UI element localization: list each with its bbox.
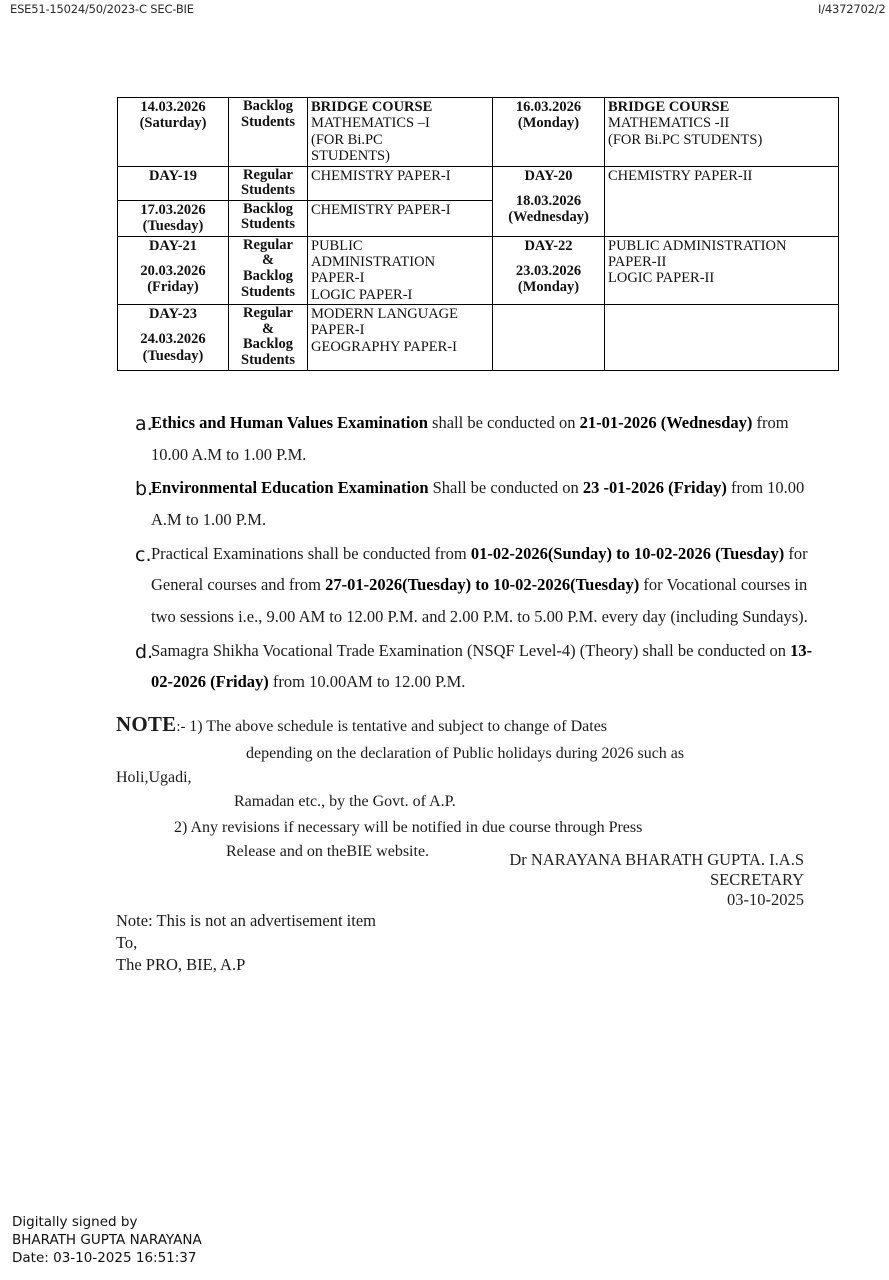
list-item-segment: Samagra Shikha Vocational Trade Examination (NSQF Level-4) (Theory) shall be conducted on xyxy=(151,640,791,660)
list-item-text xyxy=(151,407,817,470)
closing-to: To, xyxy=(116,932,138,952)
right-date-line2: (Monday) xyxy=(517,279,580,296)
table-row xyxy=(118,305,839,371)
list-item-text xyxy=(151,538,817,633)
list-item-segment: from 10.00 A.M to 1.00 P.M. xyxy=(151,478,805,530)
list-item-marker: c. xyxy=(135,543,152,566)
cell-right-subject-day-20 xyxy=(605,166,839,236)
cell-left-date-day-21 xyxy=(118,236,229,305)
left-subject-line1: MATHEMATICS –I xyxy=(311,115,430,132)
header-document-id: I/4372702/2 xyxy=(818,2,886,16)
left-subject-line2: (FOR Bi.PC xyxy=(311,131,383,148)
note-line-1 xyxy=(116,709,816,741)
left-day-number: DAY-23 xyxy=(148,306,198,323)
list-item-segment: for Vocational courses in two sessions i.e., 9.00 AM to 12.00 P.M. and 2.00 P.M. to 5.00 P.M. every day (including Sundays). xyxy=(151,575,808,627)
right-subject: CHEMISTRY PAPER-II xyxy=(608,167,753,184)
cell-right-subject xyxy=(605,236,839,305)
signatory-name: Dr NARAYANA BHARATH GUPTA. I.A.S xyxy=(509,850,804,869)
list-item-segment: 23 -01-2026 (Friday) xyxy=(582,478,727,498)
left-subject-regular: CHEMISTRY PAPER-I xyxy=(311,167,451,184)
left-type-line1: Backlog xyxy=(243,98,293,114)
left-type-line2: Students xyxy=(241,113,295,130)
list-item-segment: 01-02-2026(Sunday) to 10-02-2026 (Tuesday) xyxy=(470,543,785,563)
list-item-marker: b. xyxy=(135,478,154,501)
list-item-segment: Ethics and Human Values Examination xyxy=(151,413,428,432)
left-type-line3: Backlog xyxy=(243,267,293,284)
left-subject-line1: MODERN LANGUAGE xyxy=(311,306,459,323)
right-subject-line2: (FOR Bi.PC STUDENTS) xyxy=(608,131,763,148)
cell-left-student-type xyxy=(229,305,308,371)
left-day-number: DAY-21 xyxy=(148,237,198,254)
cell-right-subject-empty xyxy=(605,305,839,371)
left-day-number: DAY-19 xyxy=(148,167,198,184)
cell-left-subject xyxy=(308,305,493,371)
right-date-line2: (Wednesday) xyxy=(508,209,589,226)
list-item xyxy=(117,538,817,633)
signature-date: 03-10-2025 xyxy=(727,890,804,910)
closing-block xyxy=(116,910,616,975)
spacer xyxy=(121,254,225,263)
list-item-marker: d. xyxy=(135,640,154,663)
left-type-line4: Students xyxy=(241,352,295,369)
list-item-segment: for General courses and from xyxy=(151,543,808,595)
digital-signature-line1: Digitally signed by xyxy=(12,1214,138,1230)
left-date-line2: (Saturday) xyxy=(139,115,207,132)
left-subject-heading: BRIDGE COURSE xyxy=(311,99,433,115)
left-type-line2: & xyxy=(261,252,275,269)
right-subject-line1: PUBLIC ADMINISTRATION xyxy=(608,237,787,254)
right-date-line1: 23.03.2026 xyxy=(515,262,582,279)
document-header xyxy=(0,2,889,20)
cell-left-subject-regular xyxy=(308,166,493,200)
left-date-line1: 24.03.2026 xyxy=(140,331,206,348)
signature-block xyxy=(400,850,804,910)
right-date-line1: 16.03.2026 xyxy=(515,99,582,115)
cell-left-subject xyxy=(308,98,493,167)
left-type-line4: Students xyxy=(241,283,295,300)
cell-left-student-type xyxy=(229,236,308,305)
left-date-line1: 14.03.2026 xyxy=(140,99,206,115)
table-row xyxy=(118,236,839,305)
closing-note: Note: This is not an advertisement item xyxy=(116,911,376,930)
note-text-1: 1) The above schedule is tentative and subject to change of Dates xyxy=(189,718,608,735)
cell-right-date-empty xyxy=(493,305,605,371)
left-subject-line3: GEOGRAPHY PAPER-I xyxy=(311,338,457,355)
cell-left-subject xyxy=(308,236,493,305)
note-line-3 xyxy=(116,766,816,790)
note-text-5: 2) Any revisions if necessary will be notified in due course through Press xyxy=(174,818,643,836)
list-item-segment: Environmental Education Examination xyxy=(151,478,429,498)
digital-signature-line3: Date: 03-10-2025 16:51:37 xyxy=(12,1249,197,1266)
note-line-4 xyxy=(116,790,816,814)
left-type-a-line1: Regular xyxy=(243,166,293,183)
cell-left-date-day-19 xyxy=(118,200,229,236)
note-line-5 xyxy=(116,816,816,840)
closing-recipient: The PRO, BIE, A.P xyxy=(116,954,246,974)
list-item-text xyxy=(151,635,817,698)
signatory-designation: SECRETARY xyxy=(709,870,804,890)
left-date-line2: (Tuesday) xyxy=(142,347,204,364)
left-date-line2: (Friday) xyxy=(147,279,199,296)
right-subject-line3: LOGIC PAPER-II xyxy=(608,270,715,287)
left-date-line1: 17.03.2026 xyxy=(140,201,206,218)
note-line-2 xyxy=(116,742,806,766)
list-item-segment: Practical Examinations shall be conducted from xyxy=(151,543,471,563)
list-item-segment: from 10.00 A.M to 1.00 P.M. xyxy=(151,413,789,464)
right-day-number: DAY-22 xyxy=(524,237,573,254)
digital-signature-stamp xyxy=(12,1214,342,1267)
cell-left-date-day-23 xyxy=(118,305,229,371)
cell-right-date-day-22 xyxy=(493,236,605,305)
table-row xyxy=(118,166,839,200)
right-date-line1: 18.03.2026 xyxy=(515,192,582,209)
left-type-b-line2: Students xyxy=(241,216,295,233)
cell-left-subject-backlog xyxy=(308,200,493,236)
list-item xyxy=(117,635,817,698)
spacer xyxy=(496,184,601,193)
cell-left-student-type-backlog xyxy=(229,200,308,236)
note-text-2: depending on the declaration of Public holidays during 2026 such as xyxy=(246,744,685,762)
cell-left-student-type xyxy=(229,98,308,167)
list-item-marker: a. xyxy=(135,413,153,435)
note-text-4: Ramadan etc., by the Govt. of A.P. xyxy=(234,792,456,810)
cell-left-day-19 xyxy=(118,166,229,200)
list-item xyxy=(117,472,817,535)
header-file-reference: ESE51-15024/50/2023-C SEC-BIE xyxy=(10,2,194,16)
cell-right-date-day-20 xyxy=(493,166,605,236)
exam-schedule-table-container xyxy=(117,97,803,371)
left-subject-backlog: CHEMISTRY PAPER-I xyxy=(311,201,451,218)
digital-signature-line2: BHARATH GUPTA NARAYANA xyxy=(12,1231,202,1248)
list-item-segment: 13-02-2026 (Friday) xyxy=(151,640,813,692)
list-item-segment: shall be conducted on xyxy=(427,413,580,432)
spacer xyxy=(496,254,601,263)
left-date-line2: (Tuesday) xyxy=(142,218,204,235)
left-subject-line3: STUDENTS) xyxy=(311,148,390,165)
note-heading-suffix: :- xyxy=(176,719,190,735)
left-type-line1: Regular xyxy=(243,236,293,253)
cell-right-subject xyxy=(605,98,839,167)
right-day-number: DAY-20 xyxy=(524,167,573,184)
list-item-segment: 27-01-2026(Tuesday) to 10-02-2026(Tuesday) xyxy=(325,575,640,595)
list-item-segment: Shall be conducted on xyxy=(428,478,583,498)
left-subject-line2: ADMINISTRATION xyxy=(311,253,436,270)
note-section xyxy=(116,709,816,864)
exam-schedule-table xyxy=(117,97,839,371)
left-date-line1: 20.03.2026 xyxy=(140,262,206,279)
cell-right-date xyxy=(493,98,605,167)
list-item-segment: 21-01-2026 (Wednesday) xyxy=(579,413,753,432)
list-item-text xyxy=(151,472,817,535)
right-subject-line1: MATHEMATICS -II xyxy=(608,115,730,132)
spacer xyxy=(121,322,225,331)
list-item-segment: from 10.00AM to 12.00 P.M. xyxy=(268,672,466,692)
note-text-3: Holi,Ugadi, xyxy=(116,768,192,786)
left-type-line3: Backlog xyxy=(243,336,293,353)
right-subject-heading: BRIDGE COURSE xyxy=(608,99,730,115)
list-item xyxy=(117,407,817,470)
left-type-b-line1: Backlog xyxy=(243,200,293,217)
left-type-line2: & xyxy=(261,320,275,337)
examination-notes-list xyxy=(117,407,817,700)
left-subject-line3: PAPER-I xyxy=(311,270,365,287)
left-type-a-line2: Students xyxy=(241,182,295,199)
cell-left-date xyxy=(118,98,229,167)
note-heading: NOTE xyxy=(116,712,177,736)
left-subject-line1: PUBLIC xyxy=(311,237,363,254)
right-subject-line2: PAPER-II xyxy=(608,253,667,270)
left-subject-line4: LOGIC PAPER-I xyxy=(311,286,413,303)
right-date-line2: (Monday) xyxy=(517,115,580,132)
table-row xyxy=(118,98,839,167)
note-text-6: Release and on theBIE website. xyxy=(226,842,430,860)
left-subject-line2: PAPER-I xyxy=(311,322,365,339)
cell-left-student-type-regular xyxy=(229,166,308,200)
left-type-line1: Regular xyxy=(243,305,293,322)
